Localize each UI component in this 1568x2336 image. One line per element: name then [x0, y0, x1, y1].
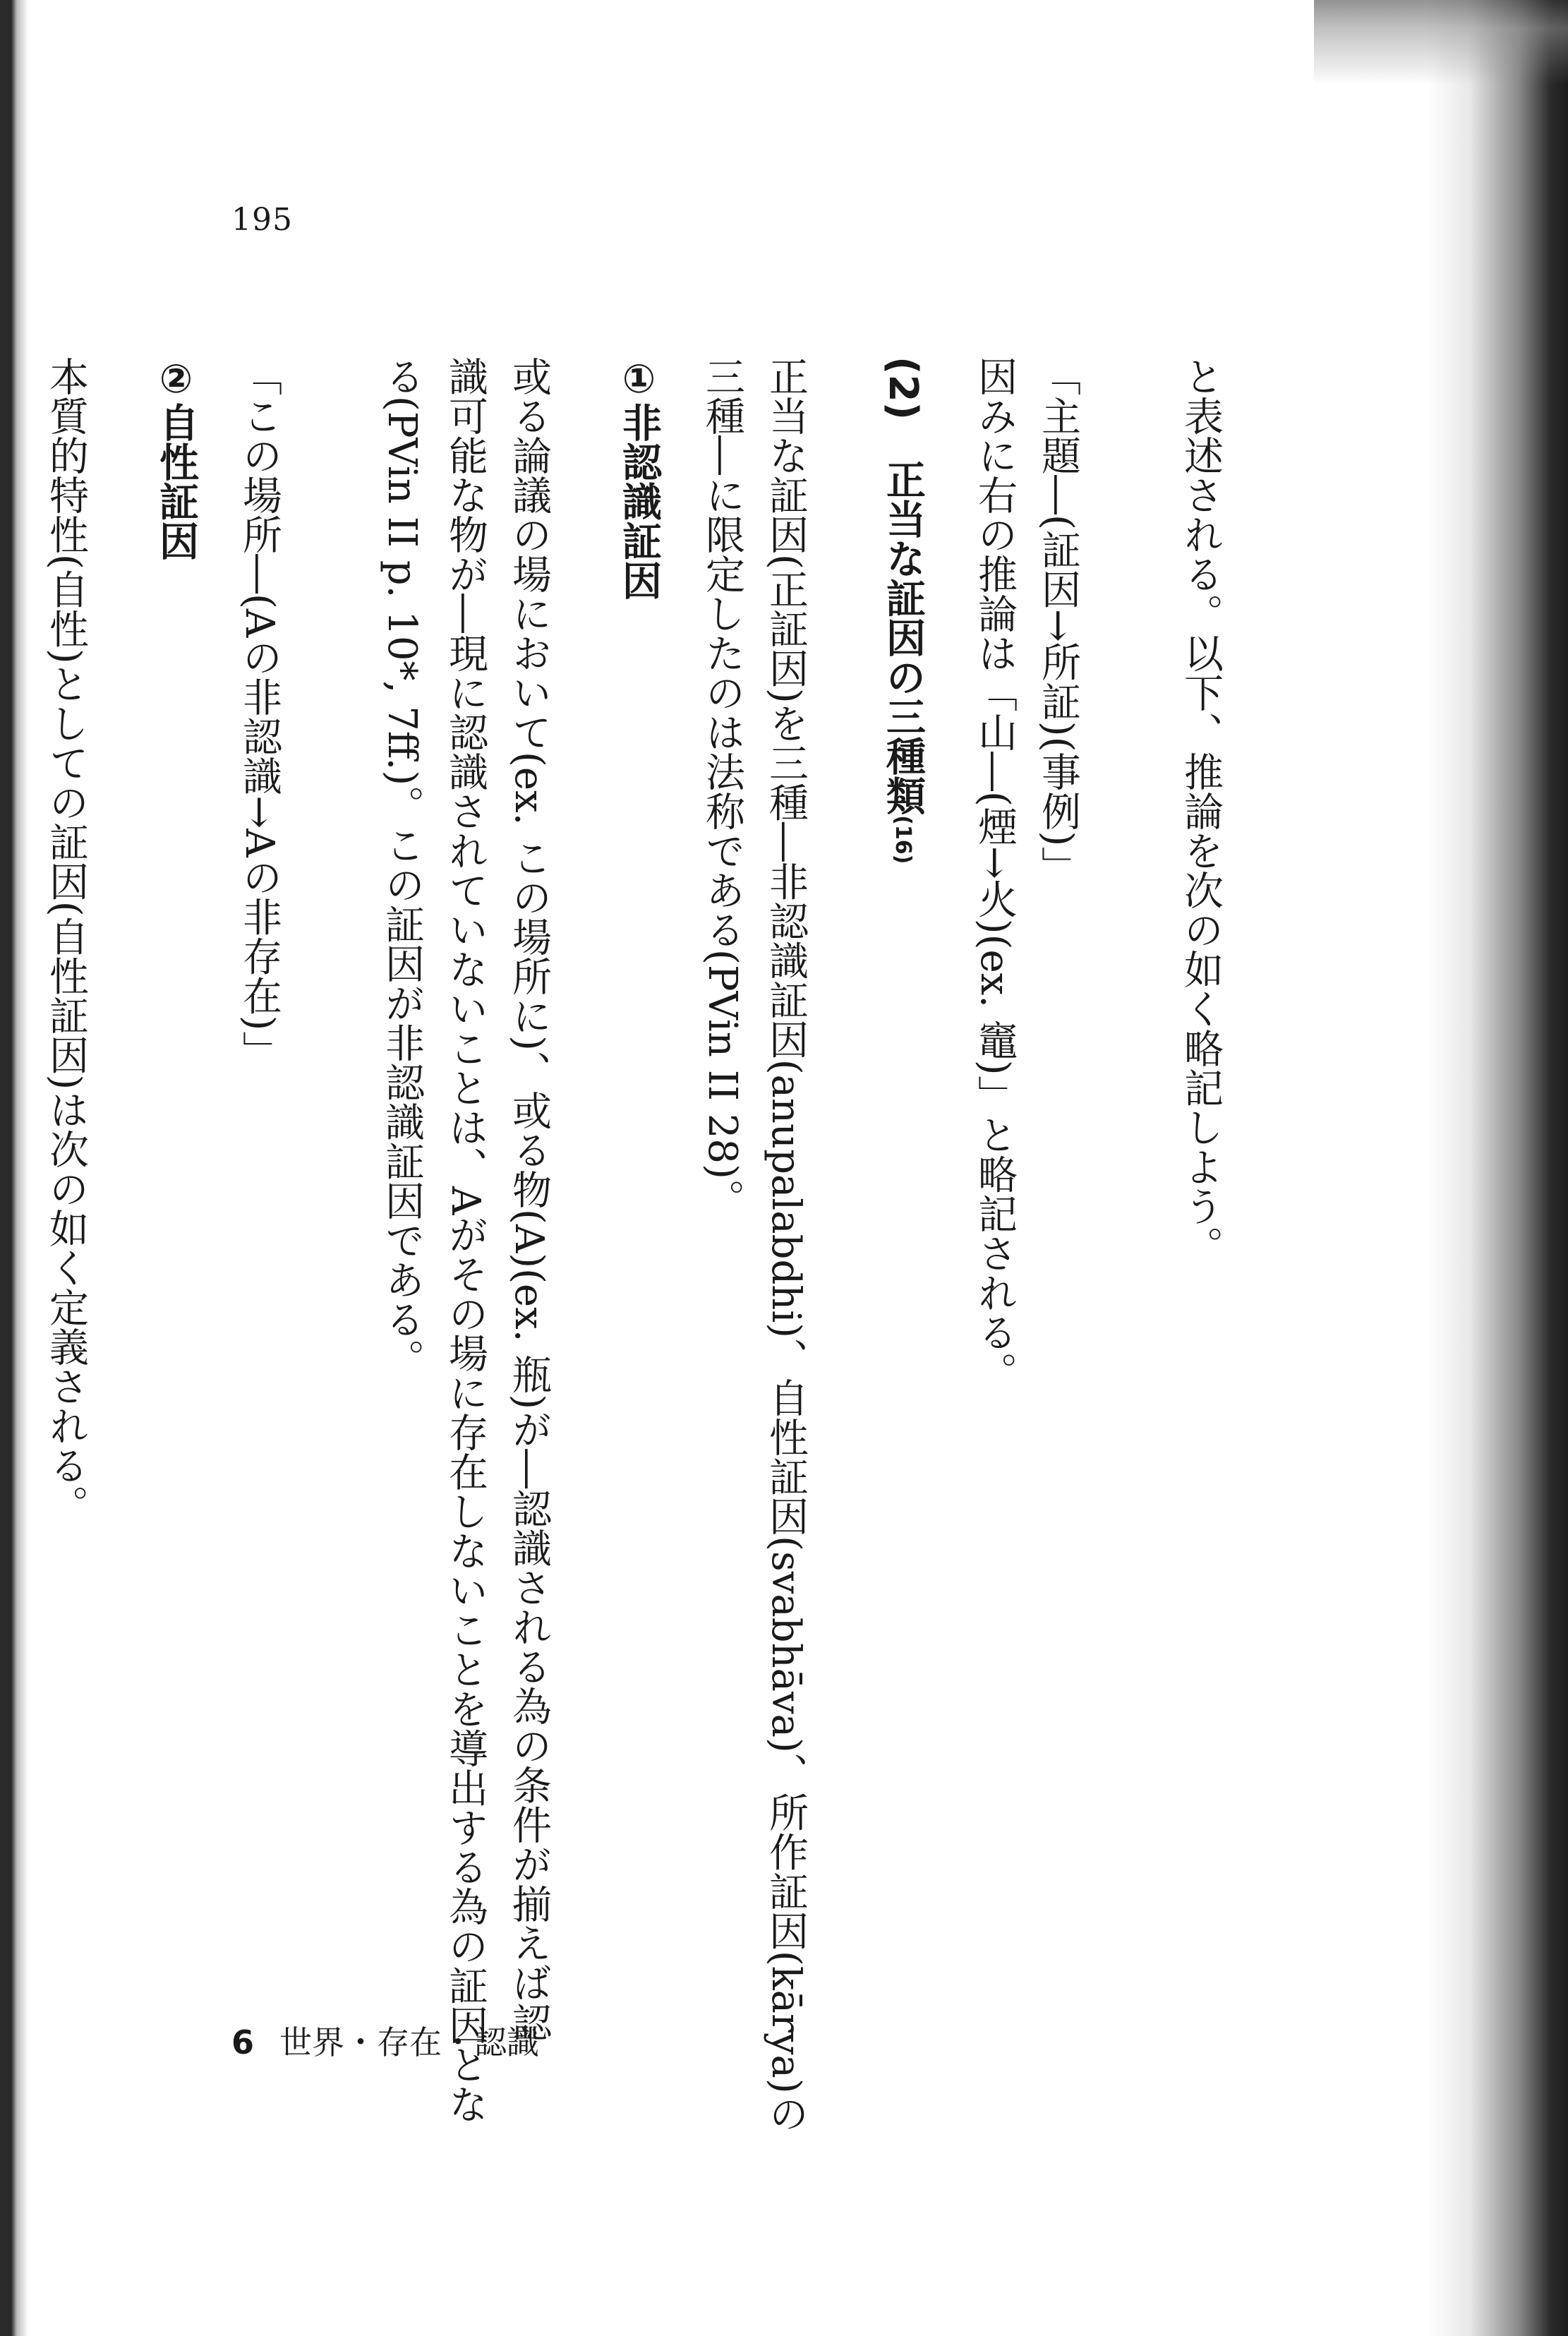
inference-formula: 「この場所―(Aの非認識→Aの非存在)」: [236, 356, 282, 1071]
chapter-title: 世界・存在・認識: [279, 2023, 540, 2061]
scan-top-shadow: [1314, 0, 1568, 85]
paragraph-line: 本質的特性(自性)としての証因(自性証因)は次の如く定義される。: [43, 356, 89, 1525]
subsection-heading: ②自性証因: [153, 356, 199, 560]
chapter-number: 6: [231, 2023, 255, 2061]
definition-quote: [0, 356, 34, 1951]
section-heading-text: (2) 正当な証因の三種類: [880, 356, 926, 816]
paragraph-line: 或る論議の場において(ex. この場所に)、或る物(A)(ex. 瓶)が―認識される為の条件が揃えば認: [506, 356, 552, 2042]
scan-right-edge: [1427, 0, 1568, 2336]
running-footer: [231, 2017, 539, 2064]
footnote-ref: (16): [891, 815, 915, 865]
subsection-heading: ①非認識証因: [616, 356, 662, 600]
paragraph-line: 正当な証因(正証因)を三種―非認識証因(anupalabdhi)、自性証因(svabhāva)、所作証因(kārya)の: [763, 356, 809, 2133]
paragraph-line: る(PVin II p. 10*, 7ff.)。この証因が非認識証因である。: [379, 356, 425, 1379]
paragraph-line: 三種―に限定したのは法称である(PVin II 28)。: [699, 356, 745, 1219]
paragraph-line: 識可能な物が―現に認識されていないことは、Aがその場に存在しないことを導出する為の証因とな: [442, 356, 488, 2124]
page-number: 195: [231, 202, 293, 238]
inference-formula: 「主題―(証因→所証)(事例)」: [1035, 356, 1081, 886]
paragraph-line: と表述される。以下、推論を次の如く略記しよう。: [1178, 356, 1224, 1265]
paragraph-line: 因みに右の推論は「山―(煙→火)(ex. 竈)」と略記される。: [972, 356, 1018, 1392]
section-heading: [871, 356, 934, 1951]
